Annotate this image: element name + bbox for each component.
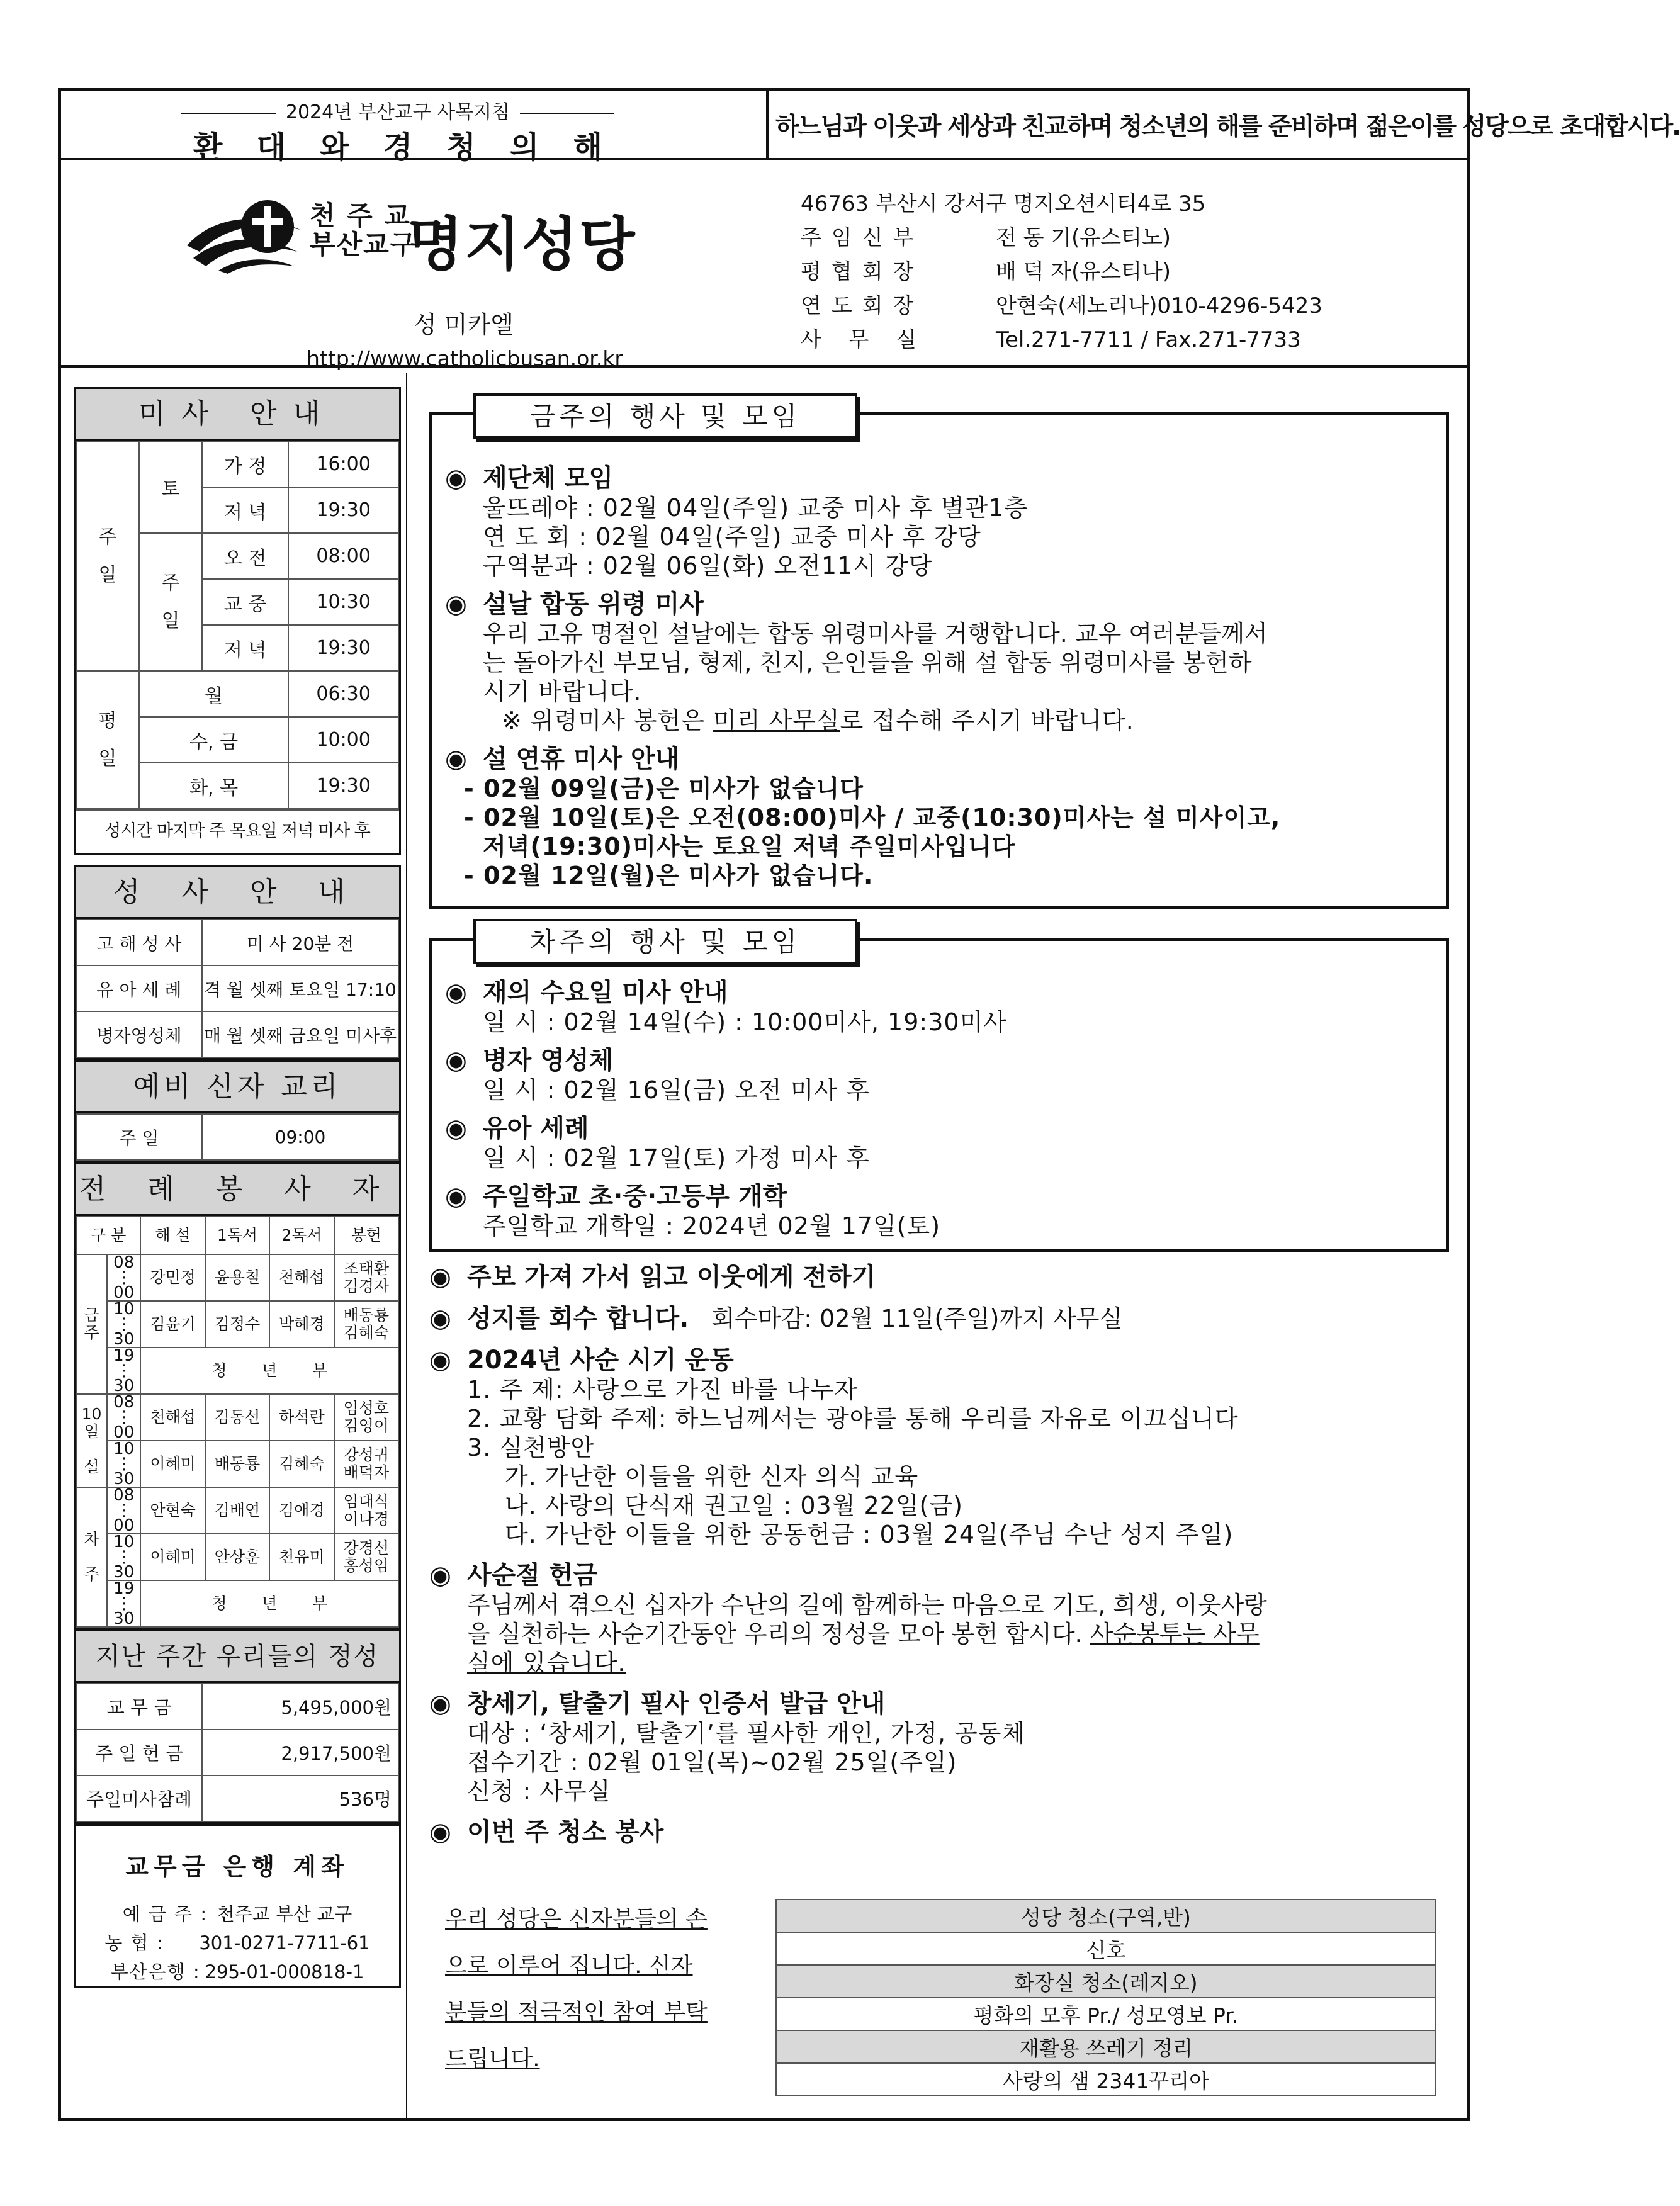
server-name: 천해섭 <box>140 1394 205 1441</box>
cleaning-cell: 평화의 모후 Pr./ 성모영보 Pr. <box>776 1998 1436 2030</box>
parish-info <box>801 187 1462 357</box>
bullet-icon: ◉ <box>429 1263 451 1292</box>
header-top <box>61 91 1680 165</box>
table-row <box>76 1534 398 1580</box>
info-row: 사 무 실 Tel.271-7711 / Fax.271-7733 <box>801 327 1301 352</box>
offering-label: 주일미사참례 <box>76 1775 202 1821</box>
offertory-names: 임성호 김영이 <box>334 1394 398 1441</box>
offertory-names: 조태환 김경자 <box>334 1254 398 1301</box>
col-header: 해 설 <box>140 1217 205 1254</box>
info-row: 연도회장 안현숙(세노리나)010-4296-5423 <box>801 293 1322 318</box>
event-line: 연 도 회 : 02월 04일(주일) 교중 미사 후 강당 <box>483 523 981 551</box>
mass-time: 10 ⋮ 30 <box>107 1301 140 1348</box>
server-name: 김혜숙 <box>269 1441 334 1487</box>
catechism <box>74 1060 401 1162</box>
cleaning-message: 우리 성당은 신자분들의 손 으로 이루어 집니다. 신자 분들의 적극적인 참여 부탁 드립니다. <box>445 1906 708 2072</box>
next-week-events <box>429 938 1449 1252</box>
notice-heading: ◉ 주보 가져 가서 읽고 이웃에게 전하기 <box>429 1263 876 1292</box>
offertory-names: 강성귀 배덕자 <box>334 1441 398 1487</box>
col-header: 봉헌 <box>334 1217 398 1254</box>
server-name: 이혜미 <box>140 1441 205 1487</box>
server-name: 이혜미 <box>140 1534 205 1580</box>
mass-time: 16:00 <box>288 441 398 487</box>
header-parish <box>61 160 1467 371</box>
event-line: - 02월 10일(토)은 오전(08:00)미사 / 교중(10:30)미사는 설 미사이고, <box>464 804 1281 831</box>
group-label: 차 주 <box>76 1487 107 1627</box>
event-line: 울뜨레야 : 02월 04일(주일) 교중 미사 후 별관1층 <box>483 494 1029 522</box>
server-name: 김배연 <box>205 1487 269 1534</box>
liturgy-servers <box>74 1162 401 1629</box>
server-name: 김윤기 <box>140 1301 205 1348</box>
this-week-title: 금주의 행사 및 모임 <box>473 393 857 439</box>
bank-row: 농 협 : 301-0271-7711-61 <box>104 1932 370 1954</box>
notice-line: 대상 : ‘창세기, 탈출기’를 필사한 개인, 가정, 공동체 <box>467 1719 1026 1747</box>
mass-time: 08 ⋮ 00 <box>107 1487 140 1534</box>
event-line: 시기 바랍니다. <box>483 678 642 706</box>
notice-line: 3. 실천방안 <box>467 1434 595 1461</box>
event-line: - 02월 12일(월)은 미사가 없습니다. <box>464 862 874 889</box>
event-heading: ◉ 설날 합동 위령 미사 <box>445 590 704 619</box>
liturgy-title: 전 례 봉 사 자 <box>76 1164 399 1216</box>
bullet-icon: ◉ <box>445 745 467 774</box>
mass-time: 19:30 <box>288 625 398 671</box>
offertory-names: 배동룡 김혜숙 <box>334 1301 398 1348</box>
sacrament-name: 유 아 세 례 <box>76 965 202 1011</box>
saturday-label: 토 <box>139 441 202 533</box>
notice-heading: ◉ 사순절 헌금 <box>429 1561 598 1590</box>
diocese-url[interactable]: http://www.catholicbusan.or.kr <box>307 346 623 371</box>
bullet-icon: ◉ <box>445 1182 467 1211</box>
offertory-names: 강경선 홍성임 <box>334 1534 398 1580</box>
bank-row: 예 금 주 : 천주교 부산 교구 <box>122 1903 352 1925</box>
mass-name: 교 중 <box>202 579 288 625</box>
event-line: 구역분과 : 02월 06일(화) 오전11시 강당 <box>483 552 933 580</box>
weekday-time: 19:30 <box>288 763 398 809</box>
policy-label: 2024년 부산교구 사목지침 <box>155 96 640 124</box>
server-name: 김애경 <box>269 1487 334 1534</box>
mass-name: 저 녁 <box>202 487 288 533</box>
mass-time: 08 ⋮ 00 <box>107 1394 140 1441</box>
catechism-time: 09:00 <box>202 1114 398 1160</box>
notice-heading: ◉ 2024년 사순 시기 운동 <box>429 1346 734 1375</box>
holy-hour-note: 성시간 마지막 주 목요일 저녁 미사 후 <box>76 809 399 853</box>
bank-accounts <box>74 1824 401 1988</box>
diocese-name: 천 주 교 부산교구 <box>310 200 417 260</box>
server-name: 안현숙 <box>140 1487 205 1534</box>
bulletin-sheet <box>58 88 1680 2121</box>
info-row: 평협회장 배 덕 자(유스티나) <box>801 259 1171 284</box>
mass-time: 08 ⋮ 00 <box>107 1254 140 1301</box>
mass-name: 저 녁 <box>202 625 288 671</box>
parish-name: 명지성당 <box>407 211 636 278</box>
event-line: 우리 고유 명절인 설날에는 합동 위령미사를 거행합니다. 교우 여러분들께서 <box>483 620 1268 648</box>
notice-line: 신청 : 사무실 <box>467 1777 611 1805</box>
mass-time: 19 ⋮ 30 <box>107 1580 140 1627</box>
table-row <box>76 1394 398 1441</box>
weekday-day: 화, 목 <box>139 763 288 809</box>
col-header: 2독서 <box>269 1217 334 1254</box>
col-header: 1독서 <box>205 1217 269 1254</box>
notice-line: 을 실천하는 사순기간동안 우리의 정성을 모아 봉헌 합시다. 사순봉투는 사무 <box>467 1620 1260 1648</box>
server-name: 박혜경 <box>269 1301 334 1348</box>
table-row <box>76 1254 398 1301</box>
info-row: 주임신부 전 동 기(유스티노) <box>801 225 1171 250</box>
sacrament-title: 성 사 안 내 <box>76 867 399 919</box>
event-line: 일 시 : 02월 14일(수) : 10:00미사, 19:30미사 <box>483 1008 1007 1036</box>
server-name: 배동룡 <box>205 1441 269 1487</box>
mass-name: 가 정 <box>202 441 288 487</box>
offering-label: 주 일 헌 금 <box>76 1730 202 1775</box>
sacrament-time: 격 월 셋째 토요일 17:10 <box>202 965 398 1011</box>
table-row <box>76 1580 398 1627</box>
weekday-time: 10:00 <box>288 717 398 763</box>
year-theme: 환 대 와 경 청 의 해 <box>193 130 602 165</box>
event-line: 저녁(19:30)미사는 토요일 저녁 주일미사입니다 <box>483 833 1016 860</box>
event-heading: ◉ 설 연휴 미사 안내 <box>445 745 680 774</box>
sacrament-name: 병자영성체 <box>76 1011 202 1057</box>
weekday-day: 월 <box>139 671 288 717</box>
notice-line: 가. 가난한 이들을 위한 신자 의식 교육 <box>505 1463 919 1490</box>
left-column <box>74 387 401 1988</box>
table-row <box>76 1348 398 1394</box>
notice-line: 1. 주 제: 사랑으로 가진 바를 나누자 <box>467 1376 858 1404</box>
sacrament-guide <box>74 865 401 1060</box>
notice-line: 주님께서 겪으신 십자가 수난의 길에 함께하는 마음으로 기도, 희생, 이웃사랑 <box>467 1591 1267 1619</box>
offertory-names: 임대식 이나경 <box>334 1487 398 1534</box>
mass-schedule <box>74 387 401 855</box>
next-week-title: 차주의 행사 및 모임 <box>473 919 857 964</box>
bullet-icon: ◉ <box>445 590 467 619</box>
event-heading: ◉ 재의 수요일 미사 안내 <box>445 978 728 1007</box>
notice-heading: ◉ 성지를 회수 합니다. 회수마감: 02월 11일(주일)까지 사무실 <box>429 1304 1123 1333</box>
sacrament-time: 미 사 20분 전 <box>202 920 398 965</box>
server-name: 김동선 <box>205 1394 269 1441</box>
event-heading: ◉ 유아 세례 <box>445 1114 589 1143</box>
catechism-day: 주 일 <box>76 1114 202 1160</box>
event-line: 일 시 : 02월 17일(토) 가정 미사 후 <box>483 1144 870 1172</box>
col-header: 구 분 <box>76 1217 140 1254</box>
offering-value: 5,495,000원 <box>202 1684 398 1730</box>
weekday-time: 06:30 <box>288 671 398 717</box>
offering-value: 2,917,500원 <box>202 1730 398 1775</box>
motto: 하느님과 이웃과 세상과 친교하며 청소년의 해를 준비하며 젊은이를 성당으로 초대합시다. <box>775 113 1680 141</box>
server-name: 천유미 <box>269 1534 334 1580</box>
server-name: 안상훈 <box>205 1534 269 1580</box>
offerings <box>74 1629 401 1824</box>
liturgy-table <box>76 1216 399 1628</box>
event-line: 일 시 : 02월 16일(금) 오전 미사 후 <box>483 1076 870 1104</box>
parish-logo <box>181 186 709 371</box>
bullet-icon: ◉ <box>429 1561 451 1590</box>
cross-wave-logo-icon <box>181 192 307 274</box>
mass-time: 10 ⋮ 30 <box>107 1534 140 1580</box>
mass-time: 19:30 <box>288 487 398 533</box>
sacrament-name: 고 해 성 사 <box>76 920 202 965</box>
notice-heading: ◉ 창세기, 탈출기 필사 인증서 발급 안내 <box>429 1689 886 1718</box>
notice-heading: ◉ 이번 주 청소 봉사 <box>429 1818 664 1847</box>
table-row <box>76 1487 398 1534</box>
bullet-icon: ◉ <box>445 978 467 1007</box>
cleaning-table <box>775 1899 1436 2096</box>
event-note: ※ 위령미사 봉헌은 미리 사무실로 접수해 주시기 바랍니다. <box>502 707 1134 734</box>
notice-line: 나. 사랑의 단식재 권고일 : 03월 22일(금) <box>505 1492 963 1519</box>
mass-schedule-title: 미사 안내 <box>76 389 399 441</box>
mass-time: 19 ⋮ 30 <box>107 1348 140 1394</box>
server-name: 천해섭 <box>269 1254 334 1301</box>
mass-name: 오 전 <box>202 533 288 579</box>
bullet-icon: ◉ <box>445 1114 467 1143</box>
group-label: 10일 설 <box>76 1394 107 1487</box>
sunday-label: 주 일 <box>76 441 139 671</box>
group-label: 금 주 <box>76 1254 107 1394</box>
notice-line: 접수기간 : 02월 01일(목)~02월 25일(주일) <box>467 1748 957 1776</box>
notice-line: 2. 교황 담화 주제: 하느님께서는 광야를 통해 우리를 자유로 이끄십니다 <box>467 1405 1239 1432</box>
address: 46763 부산시 강서구 명지오션시티4로 35 <box>801 191 1206 217</box>
cleaning-cell: 사랑의 샘 2341꾸리아 <box>776 2063 1436 2096</box>
this-week-events <box>429 412 1449 909</box>
bullet-icon: ◉ <box>445 464 467 493</box>
event-heading: ◉ 제단체 모임 <box>445 464 614 493</box>
server-name: 김정수 <box>205 1301 269 1348</box>
bank-title: 교무금 은행 계좌 <box>125 1853 349 1881</box>
sacrament-time: 매 월 셋째 금요일 미사후 <box>202 1011 398 1057</box>
bullet-icon: ◉ <box>429 1818 451 1847</box>
server-name: 하석란 <box>269 1394 334 1441</box>
mass-time: 10:30 <box>288 579 398 625</box>
cleaning-cell: 신호 <box>776 1932 1436 1965</box>
offering-label: 교 무 금 <box>76 1684 202 1730</box>
event-line: 는 돌아가신 부모님, 형제, 친지, 은인들을 위해 설 합동 위령미사를 봉헌하 <box>483 649 1252 677</box>
bullet-icon: ◉ <box>429 1346 451 1375</box>
youth-group-cell: 청 년 부 <box>140 1348 398 1394</box>
event-heading: ◉ 주일학교 초·중·고등부 개학 <box>445 1182 787 1211</box>
event-line: - 02월 09일(금)은 미사가 없습니다 <box>464 775 864 802</box>
cleaning-cell: 재활용 쓰레기 정리 <box>776 2030 1436 2063</box>
bank-row: 부산은행 : 295-01-000818-1 <box>110 1961 364 1983</box>
bullet-icon: ◉ <box>429 1304 451 1333</box>
catechism-title: 예비 신자 교리 <box>76 1062 399 1113</box>
notice-line: 다. 가난한 이들을 위한 공동헌금 : 03월 24일(주님 수난 성지 주일) <box>505 1521 1234 1548</box>
server-name: 강민정 <box>140 1254 205 1301</box>
table-row <box>76 1441 398 1487</box>
patron-saint: 성 미카엘 <box>414 311 514 339</box>
sunday-sub-label: 주 일 <box>139 533 202 671</box>
youth-group-cell: 청 년 부 <box>140 1580 398 1627</box>
table-row <box>76 1301 398 1348</box>
weekday-label: 평 일 <box>76 671 139 809</box>
notice-line: 실에 있습니다. <box>467 1649 626 1677</box>
event-heading: ◉ 병자 영성체 <box>445 1046 614 1075</box>
weekday-day: 수, 금 <box>139 717 288 763</box>
notices <box>429 1262 1449 1847</box>
cleaning-cell: 성당 청소(구역,반) <box>776 1899 1436 1932</box>
server-name: 윤용철 <box>205 1254 269 1301</box>
bullet-icon: ◉ <box>429 1689 451 1718</box>
cleaning-cell: 화장실 청소(레지오) <box>776 1965 1436 1998</box>
event-line: 주일학교 개학일 : 2024년 02월 17일(토) <box>483 1212 941 1240</box>
bullet-icon: ◉ <box>445 1046 467 1075</box>
mass-time: 08:00 <box>288 533 398 579</box>
offering-value: 536명 <box>202 1775 398 1821</box>
mass-time: 10 ⋮ 30 <box>107 1441 140 1487</box>
offering-title: 지난 주간 우리들의 정성 <box>76 1631 399 1683</box>
